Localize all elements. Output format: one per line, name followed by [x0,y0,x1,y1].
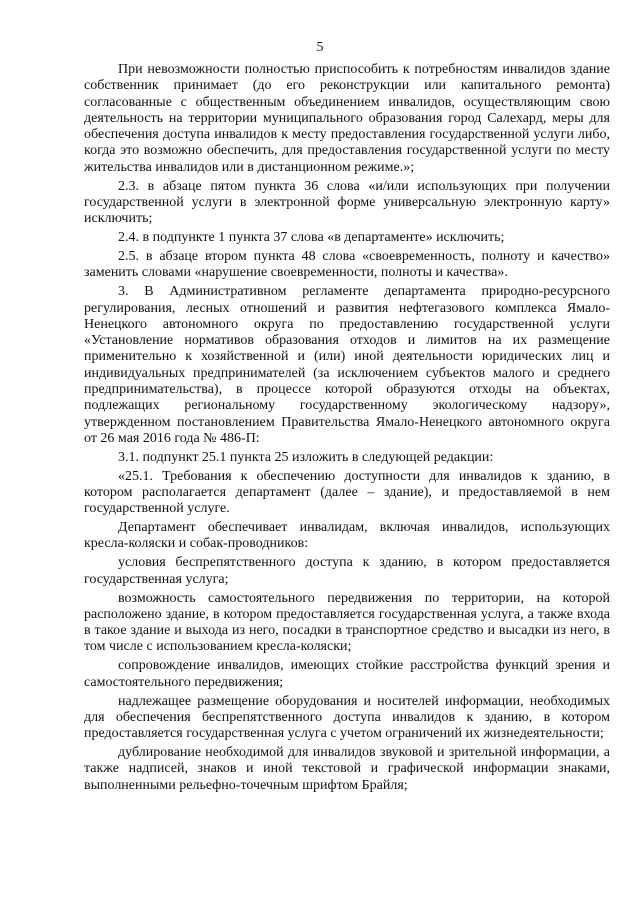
paragraph: 2.3. в абзаце пятом пункта 36 слова «и/или использующих при получении государственной услуги в электронной форме универсальную электронную карту» исключить; [84,178,610,227]
paragraph: 2.5. в абзаце втором пункта 48 слова «своевременность, полноту и качество» заменить словами «нарушение своевременности, полноты и качества». [84,249,610,281]
paragraph: возможность самостоятельного передвижения по территории, на которой расположено здание, в котором предоставляется государственная услуга, а также входа в такое здание и выхода из него, посадки в транспортное средство и высадки из него, в том числе с использованием кресла-коляски; [84,590,610,655]
document-body [84,62,610,796]
paragraph: При невозможности полностью приспособить к потребностям инвалидов здание собственник принимает (до его реконструкции или капитального ремонта) согласованные с общественным объединением инвалидов, осуществляющим свою деятельность на территории муниципального образования город Салехард, меры для обеспечения доступа инвалидов к месту предоставления государственной услуги либо, когда это возможно обеспечить, для предоставления государственной услуги по месту жительства инвалидов или в дистанционном режиме.»; [84,62,610,175]
paragraph: 3. В Административном регламенте департамента природно-ресурсного регулирования, лесных отношений и развития нефтегазового комплекса Ямало-Ненецкого автономного округа по предоставлению государственной услуги «Установление нормативов образования отходов и лимитов на их размещение применительно к хозяйственной и (или) иной деятельности юридических лиц и индивидуальных предпринимателей (за исключением субъектов малого и среднего предпринимательства), в процессе которой образуются отходы на объектах, подлежащих региональному государственному экологическому надзору», утвержденном постановлением Правительства Ямало-Ненецкого автономного округа от 26 мая 2016 года № 486-П: [84,284,610,446]
paragraph: сопровождение инвалидов, имеющих стойкие расстройства функций зрения и самостоятельного передвижения; [84,658,610,690]
paragraph: 2.4. в подпункте 1 пункта 37 слова «в департаменте» исключить; [118,230,505,246]
paragraph: дублирование необходимой для инвалидов звуковой и зрительной информации, а также надписей, знаков и иной текстовой и графической информации знаками, выполненными рельефно-точечным шрифтом Брайля; [84,745,610,793]
paragraph: надлежащее размещение оборудования и носителей информации, необходимых для обеспечения беспрепятственного доступа инвалидов к зданию, в котором предоставляется государственная услуга с учетом ограничений их жизнедеятельности; [84,693,610,742]
paragraph: «25.1. Требования к обеспечению доступности для инвалидов к зданию, в котором располагается департамент (далее – здание), и предоставляемой в нем государственной услуге. [84,468,610,517]
paragraph: Департамент обеспечивает инвалидам, включая инвалидов, использующих кресла-коляски и собак-проводников: [84,520,610,552]
page-number: 5 [316,40,324,55]
paragraph: 3.1. подпункт 25.1 пункта 25 изложить в следующей редакции: [118,449,494,465]
paragraph: условия беспрепятственного доступа к зданию, в котором предоставляется государственная услуга; [84,555,610,587]
